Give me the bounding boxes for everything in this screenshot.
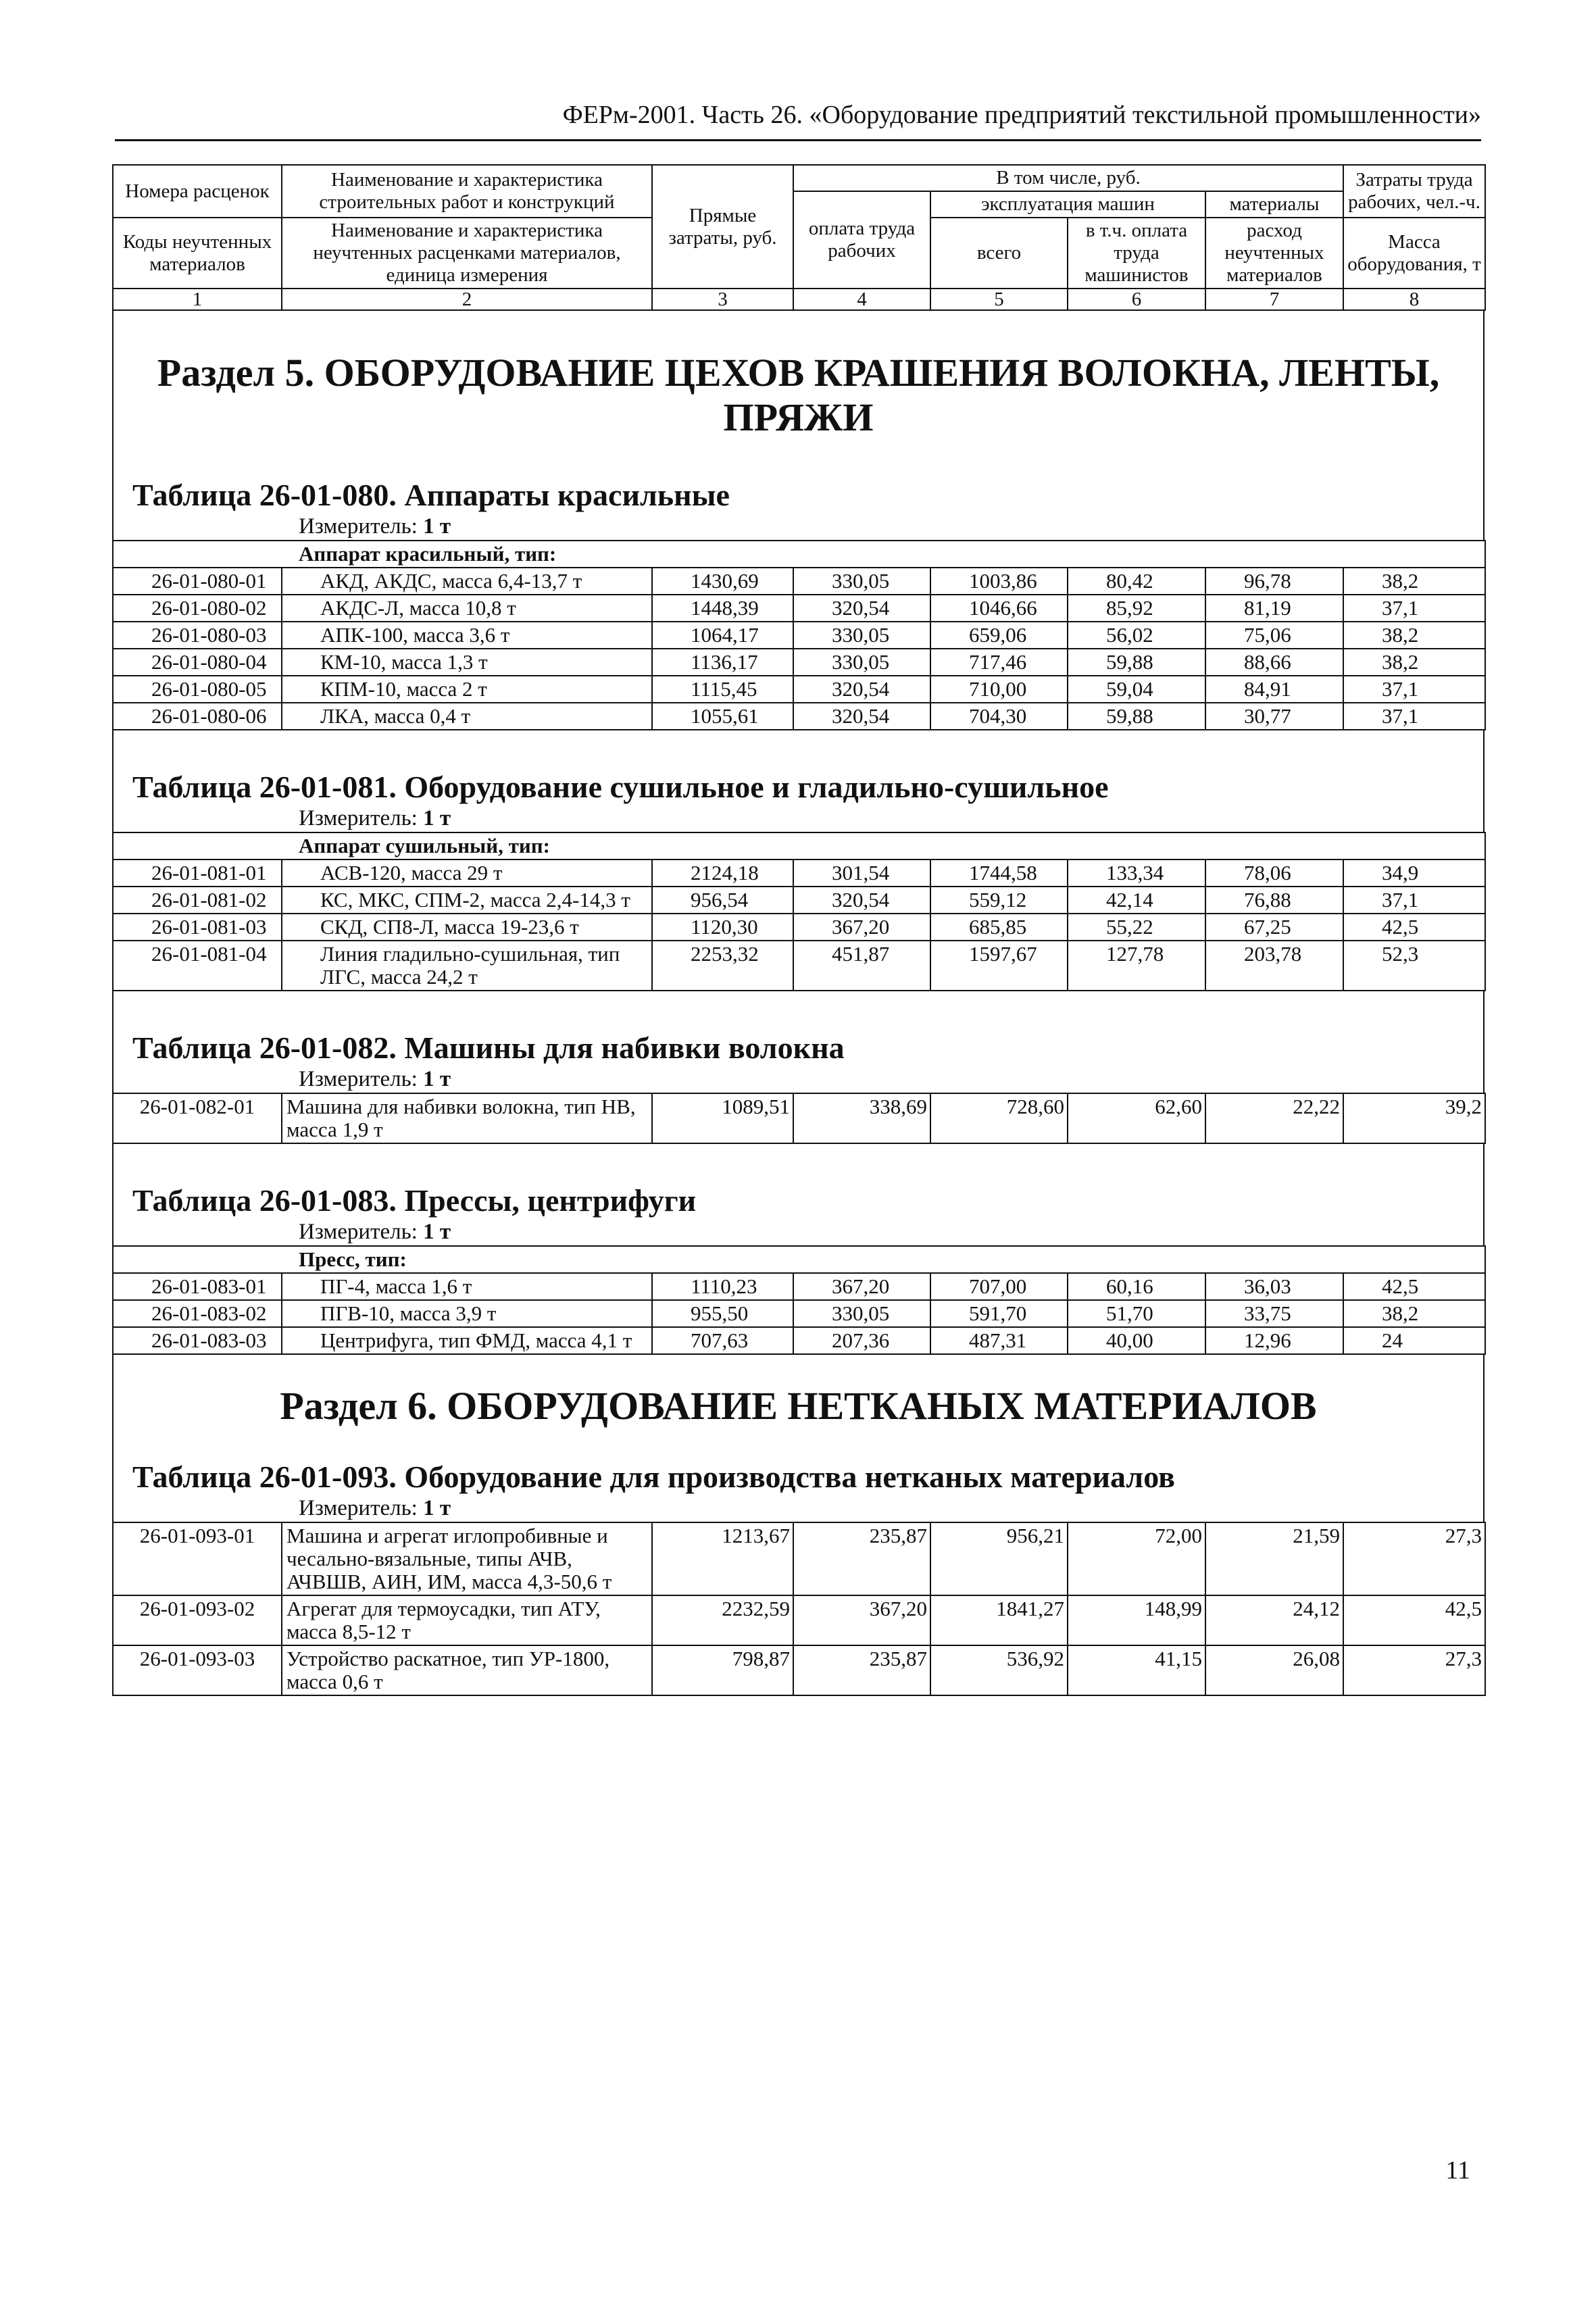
rates-table	[112, 1093, 1486, 1144]
meter-label: Измеритель:	[299, 1496, 418, 1520]
value-cell: 1115,45	[652, 676, 793, 703]
meter-line	[112, 1066, 1485, 1093]
rate-code: 26-01-080-02	[113, 595, 282, 622]
table-title: Таблица 26-01-080. Аппараты красильные	[112, 478, 1485, 513]
value-cell: 12,96	[1205, 1327, 1343, 1354]
table-title: Таблица 26-01-082. Машины для набивки волокна	[112, 1030, 1485, 1066]
rate-code: 26-01-082-01	[113, 1093, 282, 1143]
value-cell: 78,06	[1205, 860, 1343, 887]
value-cell: 320,54	[793, 703, 930, 730]
value-cell: 235,87	[793, 1645, 930, 1695]
section-title: Раздел 5. ОБОРУДОВАНИЕ ЦЕХОВ КРАШЕНИЯ ВОЛОКНА, ЛЕНТЫ, ПРЯЖИ	[112, 351, 1485, 440]
value-cell: 301,54	[793, 860, 930, 887]
value-cell: 148,99	[1068, 1595, 1205, 1645]
value-cell: 1136,17	[652, 649, 793, 676]
col6-header: в т.ч. оплата труда машинистов	[1068, 218, 1205, 289]
value-cell: 330,05	[793, 1300, 930, 1327]
value-cell: 685,85	[930, 914, 1068, 941]
rate-code: 26-01-081-03	[113, 914, 282, 941]
value-cell: 955,50	[652, 1300, 793, 1327]
value-cell: 1046,66	[930, 595, 1068, 622]
value-cell: 30,77	[1205, 703, 1343, 730]
table-row	[113, 649, 1485, 676]
value-cell: 81,19	[1205, 595, 1343, 622]
table-row	[113, 1522, 1485, 1595]
meter-value: 1 т	[423, 1067, 451, 1091]
value-cell: 320,54	[793, 887, 930, 914]
col8-header-top: Затраты труда рабочих, чел.-ч.	[1343, 165, 1485, 218]
table-title: Таблица 26-01-083. Прессы, центрифуги	[112, 1183, 1485, 1218]
table-row	[113, 1300, 1485, 1327]
meter-value: 1 т	[423, 1496, 451, 1520]
rate-code: 26-01-081-02	[113, 887, 282, 914]
value-cell: 536,92	[930, 1645, 1068, 1695]
value-cell: 710,00	[930, 676, 1068, 703]
table-row	[113, 1327, 1485, 1354]
value-cell: 62,60	[1068, 1093, 1205, 1143]
meter-value: 1 т	[423, 806, 451, 830]
value-cell: 38,2	[1343, 622, 1485, 649]
meter-value: 1 т	[423, 514, 451, 539]
value-cell: 27,3	[1343, 1522, 1485, 1595]
col-number: 8	[1343, 289, 1485, 310]
col-number: 3	[652, 289, 793, 310]
rate-code: 26-01-080-01	[113, 568, 282, 595]
value-cell: 55,22	[1068, 914, 1205, 941]
rate-code: 26-01-080-04	[113, 649, 282, 676]
value-cell: 38,2	[1343, 1300, 1485, 1327]
col-number: 4	[793, 289, 930, 310]
meter-value: 1 т	[423, 1220, 451, 1244]
rate-code: 26-01-093-01	[113, 1522, 282, 1595]
value-cell: 42,5	[1343, 1273, 1485, 1300]
work-name: ПГВ-10, масса 3,9 т	[282, 1300, 652, 1327]
col7-header: расход неучтенных материалов	[1205, 218, 1343, 289]
col-number: 7	[1205, 289, 1343, 310]
value-cell: 1841,27	[930, 1595, 1068, 1645]
value-cell: 60,16	[1068, 1273, 1205, 1300]
table-row	[113, 1595, 1485, 1645]
value-cell: 96,78	[1205, 568, 1343, 595]
rates-table	[112, 1245, 1486, 1355]
table-row	[113, 860, 1485, 887]
value-cell: 84,91	[1205, 676, 1343, 703]
value-cell: 1120,30	[652, 914, 793, 941]
section-title: Раздел 6. ОБОРУДОВАНИЕ НЕТКАНЫХ МАТЕРИАЛОВ	[112, 1384, 1485, 1428]
rates-table	[112, 540, 1486, 730]
value-cell: 1597,67	[930, 941, 1068, 991]
rates-table	[112, 832, 1486, 991]
value-cell: 38,2	[1343, 649, 1485, 676]
value-cell: 235,87	[793, 1522, 930, 1595]
work-name: КПМ-10, масса 2 т	[282, 676, 652, 703]
meter-label: Измеритель:	[299, 806, 418, 830]
value-cell: 39,2	[1343, 1093, 1485, 1143]
value-cell: 203,78	[1205, 941, 1343, 991]
value-cell: 1064,17	[652, 622, 793, 649]
table-row	[113, 595, 1485, 622]
value-cell: 591,70	[930, 1300, 1068, 1327]
header-rule	[115, 139, 1481, 141]
page-number: 11	[1445, 2156, 1470, 2185]
rate-code: 26-01-093-03	[113, 1645, 282, 1695]
column-header-table	[112, 164, 1486, 311]
value-cell: 659,06	[930, 622, 1068, 649]
work-name: КС, МКС, СПМ-2, масса 2,4-14,3 т	[282, 887, 652, 914]
value-cell: 24	[1343, 1327, 1485, 1354]
value-cell: 37,1	[1343, 887, 1485, 914]
machines-header: эксплуатация машин	[930, 191, 1205, 218]
value-cell: 1213,67	[652, 1522, 793, 1595]
value-cell: 24,12	[1205, 1595, 1343, 1645]
meter-line	[112, 805, 1485, 832]
including-header: В том числе, руб.	[793, 165, 1343, 191]
value-cell: 798,87	[652, 1645, 793, 1695]
meter-line	[112, 1495, 1485, 1522]
document-body	[112, 164, 1485, 1989]
value-cell: 367,20	[793, 1595, 930, 1645]
table-row	[113, 568, 1485, 595]
value-cell: 21,59	[1205, 1522, 1343, 1595]
work-name: СКД, СП8-Л, масса 19-23,6 т	[282, 914, 652, 941]
rate-code: 26-01-080-06	[113, 703, 282, 730]
work-name: АПК-100, масса 3,6 т	[282, 622, 652, 649]
section5-tables	[112, 478, 1485, 1355]
meter-line	[112, 1218, 1485, 1245]
value-cell: 1448,39	[652, 595, 793, 622]
value-cell: 133,34	[1068, 860, 1205, 887]
value-cell: 2232,59	[652, 1595, 793, 1645]
col1-header-bottom: Коды неучтенных материалов	[113, 218, 282, 289]
value-cell: 37,1	[1343, 595, 1485, 622]
rate-code: 26-01-081-01	[113, 860, 282, 887]
col2-header-top: Наименование и характеристика строительных работ и конструкций	[282, 165, 652, 218]
work-name: ЛКА, масса 0,4 т	[282, 703, 652, 730]
value-cell: 956,54	[652, 887, 793, 914]
value-cell: 2124,18	[652, 860, 793, 887]
value-cell: 41,15	[1068, 1645, 1205, 1695]
materials-header: материалы	[1205, 191, 1343, 218]
table-row	[113, 1093, 1485, 1143]
col-number: 5	[930, 289, 1068, 310]
section6-tables	[112, 1460, 1485, 1696]
value-cell: 1744,58	[930, 860, 1068, 887]
value-cell: 338,69	[793, 1093, 930, 1143]
table-row	[113, 887, 1485, 914]
work-name: Машина для набивки волокна, тип НВ, масса 1,9 т	[282, 1093, 652, 1143]
value-cell: 330,05	[793, 622, 930, 649]
value-cell: 487,31	[930, 1327, 1068, 1354]
meter-label: Измеритель:	[299, 1220, 418, 1244]
value-cell: 1055,61	[652, 703, 793, 730]
value-cell: 80,42	[1068, 568, 1205, 595]
value-cell: 59,88	[1068, 703, 1205, 730]
work-name: Устройство раскатное, тип УР-1800, масса 0,6 т	[282, 1645, 652, 1695]
value-cell: 207,36	[793, 1327, 930, 1354]
rate-code: 26-01-080-03	[113, 622, 282, 649]
work-name: АКД, АКДС, масса 6,4-13,7 т	[282, 568, 652, 595]
rates-table	[112, 1522, 1486, 1696]
table-row	[113, 703, 1485, 730]
value-cell: 37,1	[1343, 703, 1485, 730]
work-name: АСВ-120, масса 29 т	[282, 860, 652, 887]
value-cell: 559,12	[930, 887, 1068, 914]
work-name: Центрифуга, тип ФМД, масса 4,1 т	[282, 1327, 652, 1354]
value-cell: 707,00	[930, 1273, 1068, 1300]
meter-label: Измеритель:	[299, 514, 418, 539]
col2-header-bottom: Наименование и характеристика неучтенных расценками материалов, единица измерения	[282, 218, 652, 289]
work-name: Агрегат для термоусадки, тип АТУ, масса 8,5-12 т	[282, 1595, 652, 1645]
work-name: Машина и агрегат иглопробивные и чесально-вязальные, типы АЧВ, АЧВШВ, АИН, ИМ, масса 4,3-50,6 т	[282, 1522, 652, 1595]
col-number: 2	[282, 289, 652, 310]
work-name: КМ-10, масса 1,3 т	[282, 649, 652, 676]
value-cell: 26,08	[1205, 1645, 1343, 1695]
table-title: Таблица 26-01-093. Оборудование для производства нетканых материалов	[112, 1460, 1485, 1495]
table-row	[113, 941, 1485, 991]
value-cell: 320,54	[793, 676, 930, 703]
table-row	[113, 1273, 1485, 1300]
value-cell: 37,1	[1343, 676, 1485, 703]
rate-code: 26-01-080-05	[113, 676, 282, 703]
col1-header-top: Номера расценок	[113, 165, 282, 218]
table-row	[113, 622, 1485, 649]
value-cell: 59,04	[1068, 676, 1205, 703]
meter-line	[112, 513, 1485, 540]
table-row	[113, 676, 1485, 703]
value-cell: 33,75	[1205, 1300, 1343, 1327]
value-cell: 51,70	[1068, 1300, 1205, 1327]
value-cell: 451,87	[793, 941, 930, 991]
value-cell: 1089,51	[652, 1093, 793, 1143]
col4-header: оплата труда рабочих	[793, 191, 930, 289]
value-cell: 85,92	[1068, 595, 1205, 622]
work-name: АКДС-Л, масса 10,8 т	[282, 595, 652, 622]
value-cell: 27,3	[1343, 1645, 1485, 1695]
work-name: Линия гладильно-сушильная, тип ЛГС, масса 24,2 т	[282, 941, 652, 991]
rate-code: 26-01-083-02	[113, 1300, 282, 1327]
rate-code: 26-01-093-02	[113, 1595, 282, 1645]
equipment-type-subheading: Пресс, тип:	[113, 1246, 1485, 1273]
rate-code: 26-01-083-01	[113, 1273, 282, 1300]
value-cell: 42,14	[1068, 887, 1205, 914]
value-cell: 956,21	[930, 1522, 1068, 1595]
table-title: Таблица 26-01-081. Оборудование сушильное и гладильно-сушильное	[112, 770, 1485, 805]
value-cell: 1430,69	[652, 568, 793, 595]
equipment-type-subheading: Аппарат сушильный, тип:	[113, 832, 1485, 860]
value-cell: 52,3	[1343, 941, 1485, 991]
col5-header: всего	[930, 218, 1068, 289]
col-number: 6	[1068, 289, 1205, 310]
value-cell: 1110,23	[652, 1273, 793, 1300]
value-cell: 728,60	[930, 1093, 1068, 1143]
value-cell: 59,88	[1068, 649, 1205, 676]
work-name: ПГ-4, масса 1,6 т	[282, 1273, 652, 1300]
value-cell: 367,20	[793, 914, 930, 941]
value-cell: 75,06	[1205, 622, 1343, 649]
value-cell: 22,22	[1205, 1093, 1343, 1143]
value-cell: 330,05	[793, 649, 930, 676]
value-cell: 40,00	[1068, 1327, 1205, 1354]
value-cell: 367,20	[793, 1273, 930, 1300]
rate-code: 26-01-081-04	[113, 941, 282, 991]
value-cell: 42,5	[1343, 914, 1485, 941]
value-cell: 330,05	[793, 568, 930, 595]
value-cell: 704,30	[930, 703, 1068, 730]
value-cell: 72,00	[1068, 1522, 1205, 1595]
value-cell: 38,2	[1343, 568, 1485, 595]
col8-header-bottom: Масса оборудования, т	[1343, 218, 1485, 289]
value-cell: 76,88	[1205, 887, 1343, 914]
equipment-type-subheading: Аппарат красильный, тип:	[113, 541, 1485, 568]
running-header: ФЕРм-2001. Часть 26. «Оборудование предприятий текстильной промышленности»	[562, 101, 1481, 129]
value-cell: 42,5	[1343, 1595, 1485, 1645]
value-cell: 67,25	[1205, 914, 1343, 941]
value-cell: 127,78	[1068, 941, 1205, 991]
rate-code: 26-01-083-03	[113, 1327, 282, 1354]
value-cell: 320,54	[793, 595, 930, 622]
value-cell: 88,66	[1205, 649, 1343, 676]
meter-label: Измеритель:	[299, 1067, 418, 1091]
value-cell: 56,02	[1068, 622, 1205, 649]
col-number: 1	[113, 289, 282, 310]
value-cell: 717,46	[930, 649, 1068, 676]
value-cell: 707,63	[652, 1327, 793, 1354]
table-row	[113, 914, 1485, 941]
value-cell: 1003,86	[930, 568, 1068, 595]
value-cell: 34,9	[1343, 860, 1485, 887]
value-cell: 36,03	[1205, 1273, 1343, 1300]
table-row	[113, 1645, 1485, 1695]
col3-header: Прямые затраты, руб.	[652, 165, 793, 289]
value-cell: 2253,32	[652, 941, 793, 991]
